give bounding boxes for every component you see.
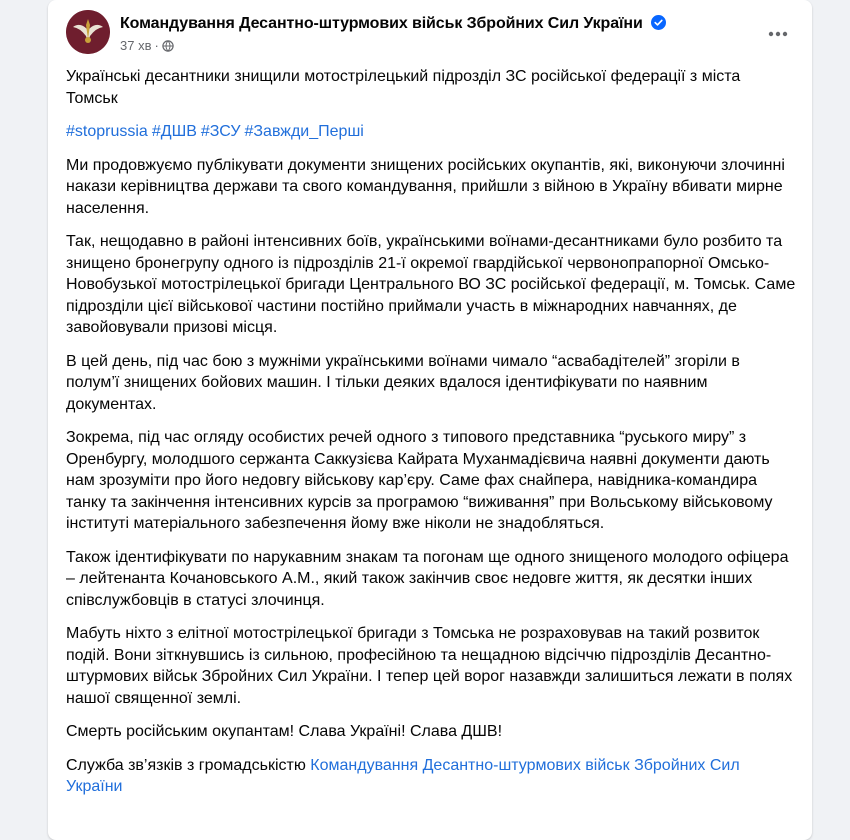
post-paragraph: В цей день, під час бою з мужніми українськими воїнами чимало “асвабадітелей” згоріли в полум’ї знищених бойових машин. І тільки деяких вдалося ідентифікувати по наявним документах. (66, 352, 740, 413)
post-signature (66, 755, 796, 798)
post-paragraph: Мабуть ніхто з елітної мотострілецької бригади з Томська не розраховував на такий розвиток подій. Вони зіткнувшись із сильною, професійною та нещадною відсіччю підрозділів Десантно-штурмових військ Збройних Сил України. І тепер цей ворог назавжди залишиться лежати в полях нашої священної землі. (66, 625, 793, 707)
meta-separator: · (154, 38, 159, 53)
hashtag-zavzhdy-pershi[interactable]: #Завжди_Перші (244, 123, 364, 140)
page-name-link[interactable] (120, 15, 666, 35)
globe-icon[interactable] (162, 40, 174, 55)
post-meta (120, 38, 174, 55)
post-body (66, 66, 796, 810)
signature-page-link[interactable]: Командування Десантно-штурмових військ Збройних Сил України (66, 756, 740, 795)
post-header (66, 10, 796, 58)
signature-text: Служба зв’язків з громадськістю (66, 756, 311, 774)
post-timestamp[interactable]: 37 хв (120, 38, 152, 53)
post-paragraph: Ми продовжуємо публікувати документи знищених російських окупантів, які, виконуючи злочинні накази керівництва держави та свого командування, прийшли з війною в Україну вбивати мирне населення. (66, 156, 785, 217)
more-options-button[interactable] (760, 16, 796, 52)
hashtag-dshv[interactable]: #ДШВ (151, 123, 197, 140)
page-avatar[interactable] (66, 10, 110, 54)
post-card (48, 0, 812, 840)
hashtag-zsu[interactable]: #ЗСУ (200, 123, 241, 140)
post-paragraph: Зокрема, під час огляду особистих речей одного з типового представника “руського миру” з Оренбургу, молодшого сержанта Саккузієва Кайрата Муханмадієвича наявні документи дають нам зрозуміти про його недовгу військову кар’єру. Саме фах снайпера, навідника-командира танку та закінчення інтенсивних курсів за програмою “виживання” при Вольському військовому інституті матеріального забезпечення йому вже ніколи не знадобляться. (66, 429, 773, 532)
post-title: Українські десантники знищили мотострілецький підрозділ ЗС російської федерації з міста Томськ (66, 68, 741, 107)
hashtag-stoprussia[interactable]: #stoprussia (66, 123, 148, 140)
page-name-text[interactable]: Командування Десантно-штурмових військ Збройних Сил України (120, 15, 643, 32)
post-paragraph: Смерть російським окупантам! Слава Україні! Слава ДШВ! (66, 723, 503, 740)
more-horizontal-icon (768, 31, 788, 37)
hashtag-list (66, 121, 796, 143)
post-paragraph: Так, нещодавно в районі інтенсивних боїв, українськими воїнами-десантниками було розбито та знищено бронегрупу одного із підрозділів 21-ї окремої гвардійської червонопрапорної Омсько-Новобузької мотострілецької бригади Центрального ВО ЗС російської федерації, м. Томськ. Саме підрозділи цієї військової частини постійно приймали участь в міжнародних навчаннях, де завойовували призові місця. (66, 233, 796, 336)
verified-badge-icon (651, 15, 666, 35)
airborne-emblem-icon (66, 10, 110, 54)
post-paragraph: Також ідентифікувати по нарукавним знакам та погонам ще одного знищеного молодого офіцера – лейтенанта Кочановського А.М., який також закінчив своє недовге життя, як десятки інших співслужбовців в статусі злочинця. (66, 548, 789, 609)
